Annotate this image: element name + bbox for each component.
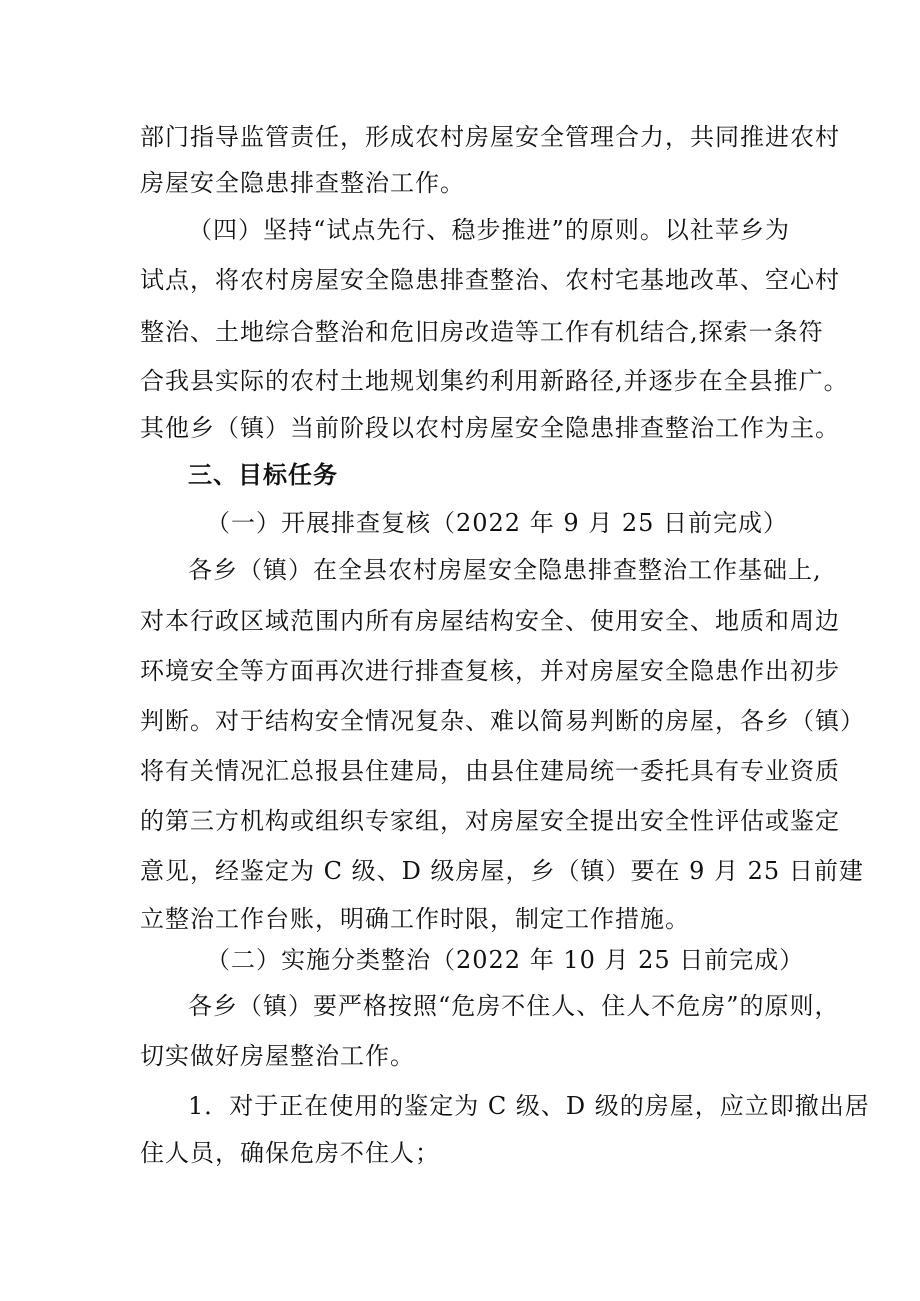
subsection-heading: （二）实施分类整治（2022 年 10 月 25 日前完成） [206, 946, 805, 974]
paragraph-line: 环境安全等方面再次进行排查复核，并对房屋安全隐患作出初步 [140, 657, 840, 685]
subsection-heading: （一）开展排查复核（2022 年 9 月 25 日前完成） [206, 509, 789, 537]
paragraph-line: （四）坚持“试点先行、稳步推进”的原则。以社苹乡为 [188, 216, 790, 244]
paragraph-line: 判断。对于结构安全情况复杂、难以简易判断的房屋，各乡（镇） [140, 707, 865, 735]
paragraph-line: 各乡（镇）在全县农村房屋安全隐患排查整治工作基础上, [188, 556, 822, 584]
paragraph-line: 整治、土地综合整治和危旧房改造等工作有机结合,探索一条符 [140, 318, 824, 346]
paragraph-line: 合我县实际的农村土地规划集约利用新路径,并逐步在全县推广。 [140, 367, 849, 395]
paragraph-line: 切实做好房屋整治工作。 [140, 1042, 415, 1070]
paragraph-line: 房屋安全隐患排查整治工作。 [140, 169, 465, 197]
paragraph-line: 各乡（镇）要严格按照“危房不住人、住人不危房”的原则， [188, 992, 840, 1020]
paragraph-line: 将有关情况汇总报县住建局，由县住建局统一委托具有专业资质 [140, 757, 840, 785]
paragraph-line: 1．对于正在使用的鉴定为 C 级、D 级的房屋，应立即撤出居 [188, 1092, 870, 1120]
paragraph-line: 试点，将农村房屋安全隐患排查整治、农村宅基地改革、空心村 [140, 266, 840, 294]
paragraph-line: 部门指导监管责任，形成农村房屋安全管理合力，共同推进农村 [140, 123, 840, 151]
paragraph-line: 立整治工作台账，明确工作时限，制定工作措施。 [140, 905, 690, 933]
paragraph-line: 住人员，确保危房不住人； [140, 1139, 440, 1167]
paragraph-line: 其他乡（镇）当前阶段以农村房屋安全隐患排查整治工作为主。 [140, 414, 840, 442]
section-heading: 三、目标任务 [188, 461, 338, 489]
paragraph-line: 的第三方机构或组织专家组，对房屋安全提出安全性评估或鉴定 [140, 807, 840, 835]
paragraph-line: 意见，经鉴定为 C 级、D 级房屋，乡（镇）要在 9 月 25 日前建 [140, 857, 864, 885]
paragraph-line: 对本行政区域范围内所有房屋结构安全、使用安全、地质和周边 [140, 607, 840, 635]
